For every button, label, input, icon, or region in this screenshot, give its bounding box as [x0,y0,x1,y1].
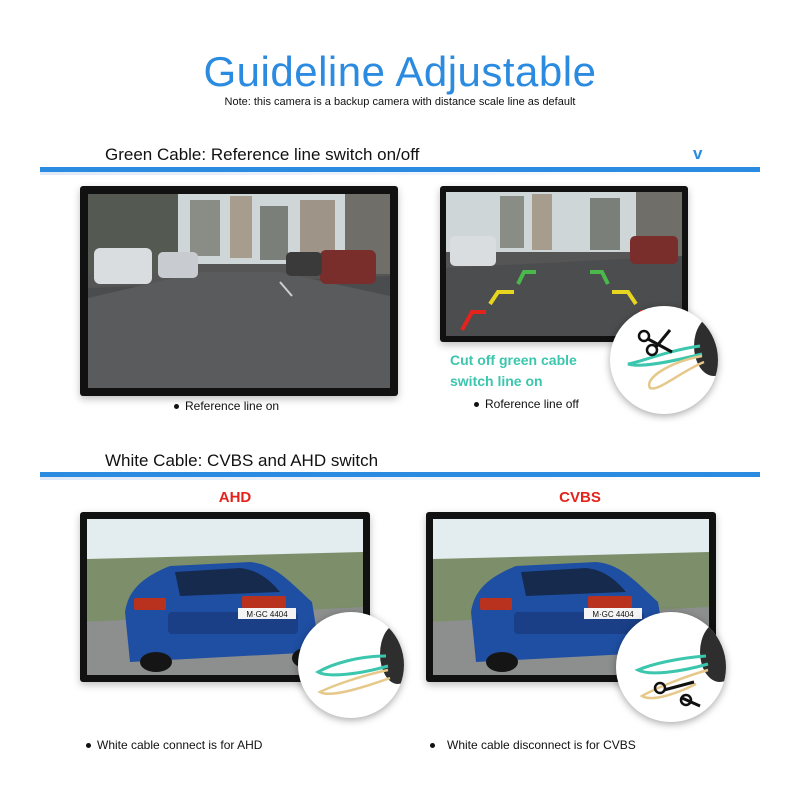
license-plate: M·GC 4404 [592,610,634,619]
page-note: Note: this camera is a backup camera with distance scale line as default [224,96,576,108]
bullet-icon [474,402,479,407]
reference-line-on-image [80,186,398,396]
reference-line-off-caption: Roference line off [474,397,579,411]
reference-line-on-caption: Reference line on [174,399,279,413]
cut-green-cable-note: Cut off green cable switch line on [450,352,577,389]
section-divider-shadow [40,477,760,480]
section-green-cable-heading: Green Cable: Reference line switch on/off [105,145,420,164]
ahd-label: AHD [218,489,252,506]
ahd-caption: White cable connect is for AHD [86,738,262,752]
cable-icon [610,306,718,414]
license-plate: M·GC 4404 [246,610,288,619]
scissors-icon [639,330,672,355]
bullet-icon [430,743,435,748]
cvbs-label: CVBS [559,489,601,506]
page-title: Guideline Adjustable [203,48,597,95]
cable-icon [298,612,404,718]
section-divider-shadow [40,172,760,175]
green-cable-cut-inset [610,306,718,414]
section-white-cable-heading: White Cable: CVBS and AHD switch [105,451,379,470]
white-cable-cut-inset [616,612,726,722]
section-marker: v [693,144,703,163]
bullet-icon [86,743,91,748]
cvbs-caption: White cable disconnect is for CVBS [430,738,636,752]
white-cable-connected-inset [298,612,404,718]
cable-icon [616,612,726,722]
bullet-icon [174,404,179,409]
